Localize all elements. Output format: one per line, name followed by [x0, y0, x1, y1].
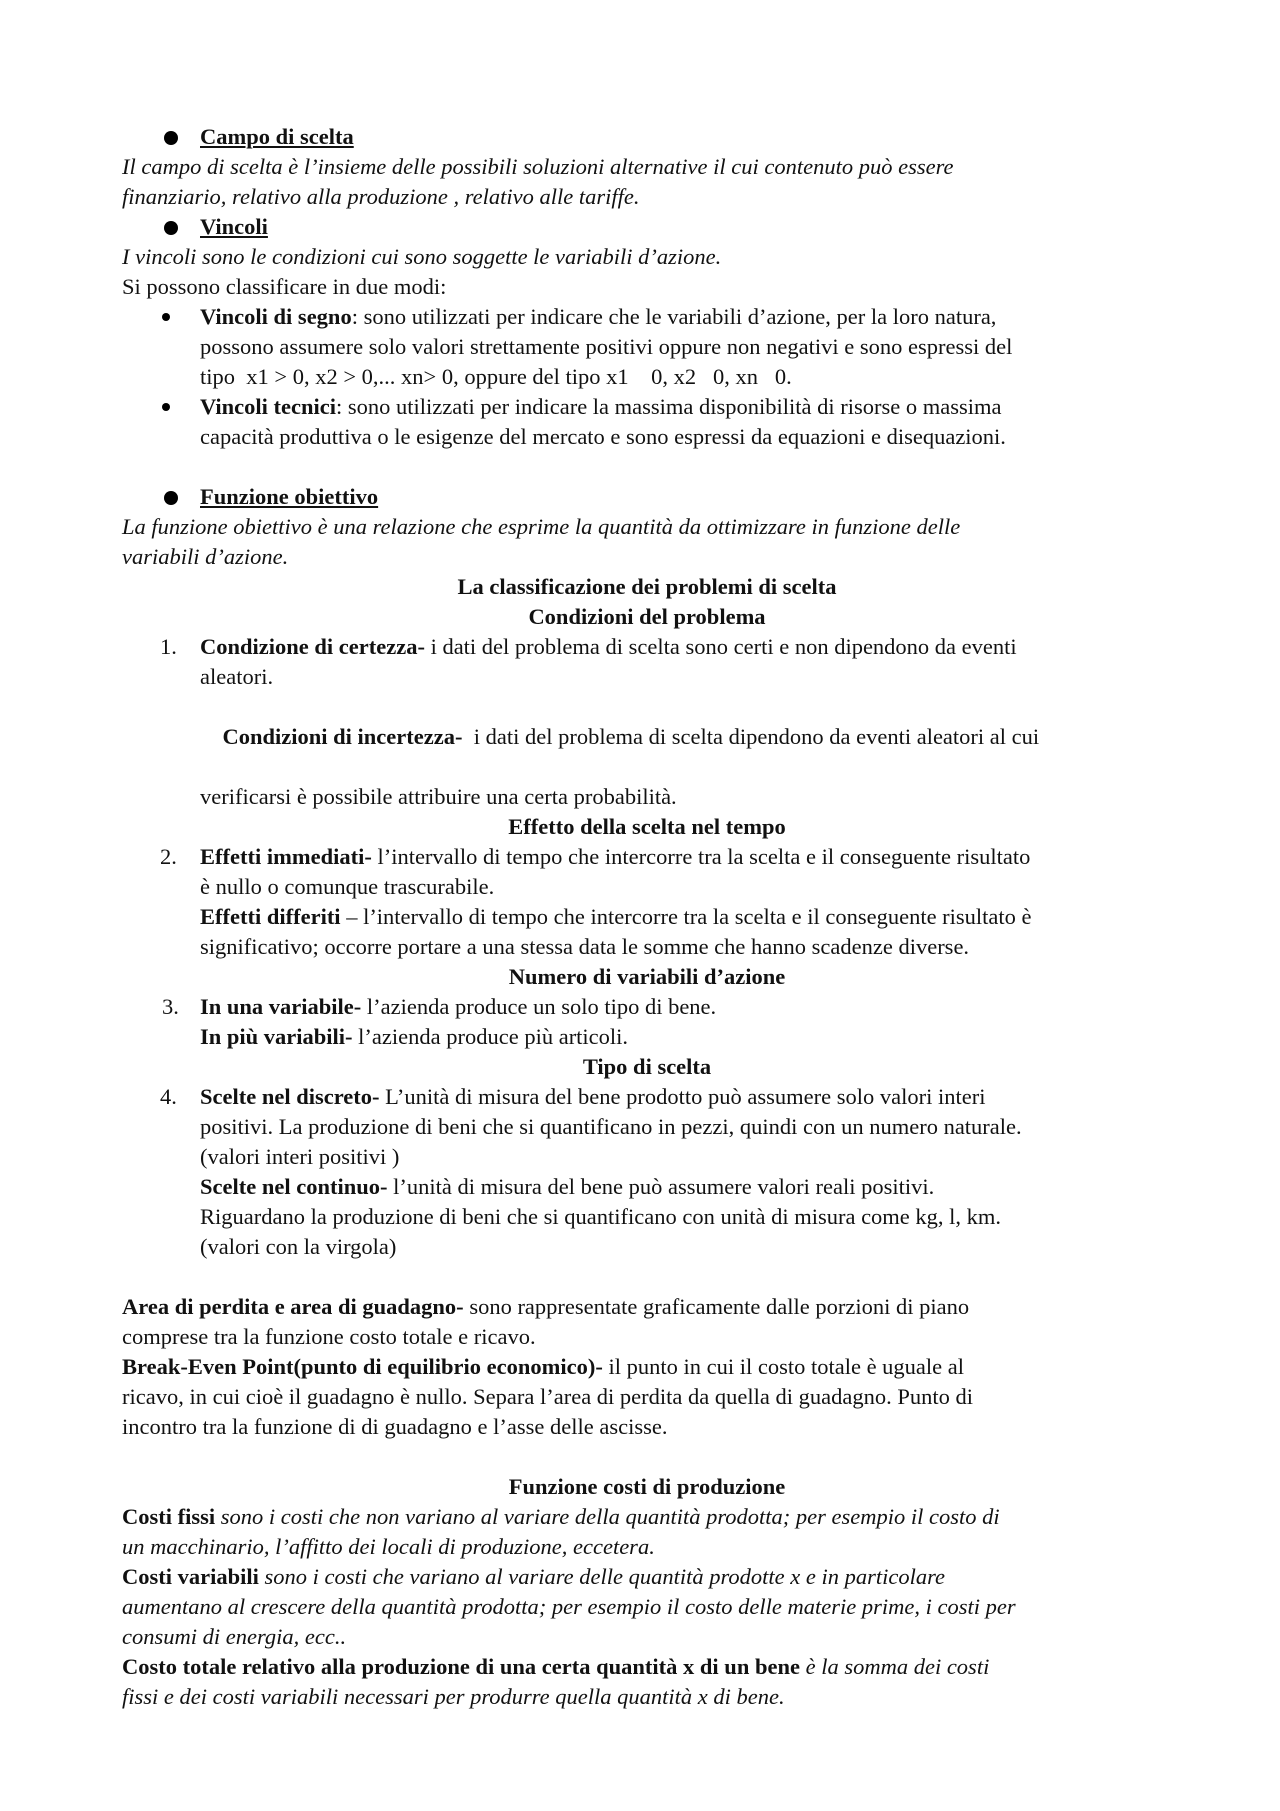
vincoli-tecnici-line: capacità produttiva o le esigenze del mercato e sono espressi da equazioni e disequazioni.: [200, 424, 1006, 449]
campo-text-line: finanziario, relativo alla produzione , relativo alle tariffe.: [122, 184, 640, 209]
list-number: 1.: [160, 634, 177, 659]
area-text: sono rappresentate graficamente dalle porzioni di piano: [463, 1294, 970, 1319]
funzione-heading: Funzione obiettivo: [200, 484, 379, 509]
vincoli-heading-row: [122, 212, 1172, 242]
list-item: [122, 992, 1172, 1022]
item-text: l’unità di misura del bene può assumere valori reali positivi.: [387, 1174, 935, 1199]
item-text: i dati del problema di scelta dipendono da eventi aleatori al cui: [462, 724, 1040, 749]
bullet-dot-icon: [164, 131, 178, 145]
campo-heading-row: [122, 122, 1172, 152]
funzione-text-line: La funzione obiettivo è una relazione che esprime la quantità da ottimizzare in funzione delle: [122, 514, 961, 539]
funzione-heading-row: [122, 482, 1172, 512]
item-text-line: [122, 692, 1172, 782]
item-text-line: [122, 1172, 1172, 1202]
item-text: l’azienda produce più articoli.: [352, 1024, 629, 1049]
item-text: L’unità di misura del bene prodotto può assumere solo valori interi: [379, 1084, 986, 1109]
costo-totale-label: Costo totale relativo alla produzione di una certa quantità x di un bene: [122, 1654, 800, 1679]
vincoli-segno-line: possono assumere solo valori strettamente positivi oppure non negativi e sono espressi del: [200, 334, 1013, 359]
costi-fissi-paragraph: [122, 1502, 1172, 1532]
item-label: Effetti differiti: [200, 904, 341, 929]
list-item: [122, 632, 1172, 662]
section-title: Condizioni del problema: [528, 604, 766, 629]
bep-label: Break-Even Point(punto di equilibrio economico)-: [122, 1354, 603, 1379]
funzione-text-line: variabili d’azione.: [122, 544, 289, 569]
vincoli-segno-item: [122, 302, 1172, 332]
classificazione-title: La classificazione dei problemi di scelta: [457, 574, 837, 599]
area-label: Area di perdita e area di guadagno-: [122, 1294, 464, 1319]
costi-fissi-label: Costi fissi: [122, 1504, 216, 1529]
item-text-line: significativo; occorre portare a una stessa data le somme che hanno scadenze diverse.: [200, 934, 970, 959]
costo-totale-line: fissi e dei costi variabili necessari per produrre quella quantità x di bene.: [122, 1684, 785, 1709]
item-text: i dati del problema di scelta sono certi e non dipendono da eventi: [424, 634, 1017, 659]
bep-text-line: ricavo, in cui cioè il guadagno è nullo. Separa l’area di perdita da quella di guadagno. Punto di: [122, 1384, 973, 1409]
bep-paragraph: [122, 1352, 1172, 1382]
item-label: Scelte nel discreto-: [200, 1084, 380, 1109]
vincoli-tecnici-text: : sono utilizzati per indicare la massima disponibilità di risorse o massima: [336, 394, 1002, 419]
costi-variabili-paragraph: [122, 1562, 1172, 1592]
item-label: In più variabili-: [200, 1024, 353, 1049]
vincoli-text: I vincoli sono le condizioni cui sono soggette le variabili d’azione.: [122, 244, 722, 269]
item-text-line: positivi. La produzione di beni che si quantificano in pezzi, quindi con un numero naturale.: [200, 1114, 1022, 1139]
bep-text: il punto in cui il costo totale è uguale al: [602, 1354, 965, 1379]
costi-fissi-line: un macchinario, l’affitto dei locali di produzione, eccetera.: [122, 1534, 655, 1559]
small-bullet-icon: [162, 313, 170, 321]
costo-totale-paragraph: [122, 1652, 1172, 1682]
list-number: 3.: [162, 994, 179, 1019]
vincoli-tecnici-item: [122, 392, 1172, 422]
list-number: 2.: [160, 844, 177, 869]
vincoli-segno-text: : sono utilizzati per indicare che le variabili d’azione, per la loro natura,: [351, 304, 997, 329]
costi-variabili-label: Costi variabili: [122, 1564, 259, 1589]
vincoli-intro: Si possono classificare in due modi:: [122, 274, 447, 299]
costi-variabili-line: consumi di energia, ecc..: [122, 1624, 347, 1649]
item-label: Condizione di certezza-: [200, 634, 425, 659]
costi-fissi-text: sono i costi che non variano al variare della quantità prodotta; per esempio il costo di: [215, 1504, 1000, 1529]
item-text-line: Riguardano la produzione di beni che si quantificano con unità di misura come kg, l, km.: [200, 1204, 1002, 1229]
section-title: Tipo di scelta: [582, 1054, 712, 1079]
list-number: 4.: [160, 1084, 177, 1109]
item-text-line: verificarsi è possibile attribuire una certa probabilità.: [200, 784, 677, 809]
vincoli-segno-label: Vincoli di segno: [200, 304, 352, 329]
bullet-dot-icon: [164, 221, 178, 235]
list-item: [122, 1082, 1172, 1112]
costi-title: Funzione costi di produzione: [508, 1474, 786, 1499]
campo-text-line: Il campo di scelta è l’insieme delle possibili soluzioni alternative il cui contenuto può essere: [122, 154, 954, 179]
item-label: In una variabile-: [200, 994, 362, 1019]
bullet-dot-icon: [164, 491, 178, 505]
item-text-line: [122, 1022, 1172, 1052]
vincoli-tecnici-label: Vincoli tecnici: [200, 394, 337, 419]
item-text: – l’intervallo di tempo che intercorre tra la scelta e il conseguente risultato è: [340, 904, 1032, 929]
area-paragraph: [122, 1292, 1172, 1322]
small-bullet-icon: [162, 403, 170, 411]
item-label: Effetti immediati-: [200, 844, 372, 869]
section-title: Effetto della scelta nel tempo: [508, 814, 786, 839]
document-page: [122, 122, 1172, 1712]
bep-text-line: incontro tra la funzione di di guadagno e l’asse delle ascisse.: [122, 1414, 668, 1439]
item-label: Scelte nel continuo-: [200, 1174, 388, 1199]
vincoli-segno-line: tipo x1 > 0, x2 > 0,... xn> 0, oppure del tipo x1 0, x2 0, xn 0.: [200, 364, 792, 389]
area-text-line: comprese tra la funzione costo totale e ricavo.: [122, 1324, 536, 1349]
item-text-line: [122, 902, 1172, 932]
item-label: Condizioni di incertezza-: [222, 724, 463, 749]
item-text-line: (valori con la virgola): [200, 1234, 397, 1259]
item-text: l’azienda produce un solo tipo di bene.: [361, 994, 717, 1019]
campo-heading: Campo di scelta: [200, 124, 354, 149]
costo-totale-text: è la somma dei costi: [799, 1654, 990, 1679]
item-text-line: aleatori.: [200, 664, 274, 689]
item-text: l’intervallo di tempo che intercorre tra la scelta e il conseguente risultato: [371, 844, 1031, 869]
list-item: [122, 842, 1172, 872]
costi-variabili-text: sono i costi che variano al variare delle quantità prodotte x e in particolare: [258, 1564, 946, 1589]
item-text-line: (valori interi positivi ): [200, 1144, 400, 1169]
section-title: Numero di variabili d’azione: [508, 964, 786, 989]
item-text-line: è nullo o comunque trascurabile.: [200, 874, 495, 899]
vincoli-heading: Vincoli: [200, 214, 268, 239]
costi-variabili-line: aumentano al crescere della quantità prodotta; per esempio il costo delle materie prime, i costi per: [122, 1594, 1016, 1619]
